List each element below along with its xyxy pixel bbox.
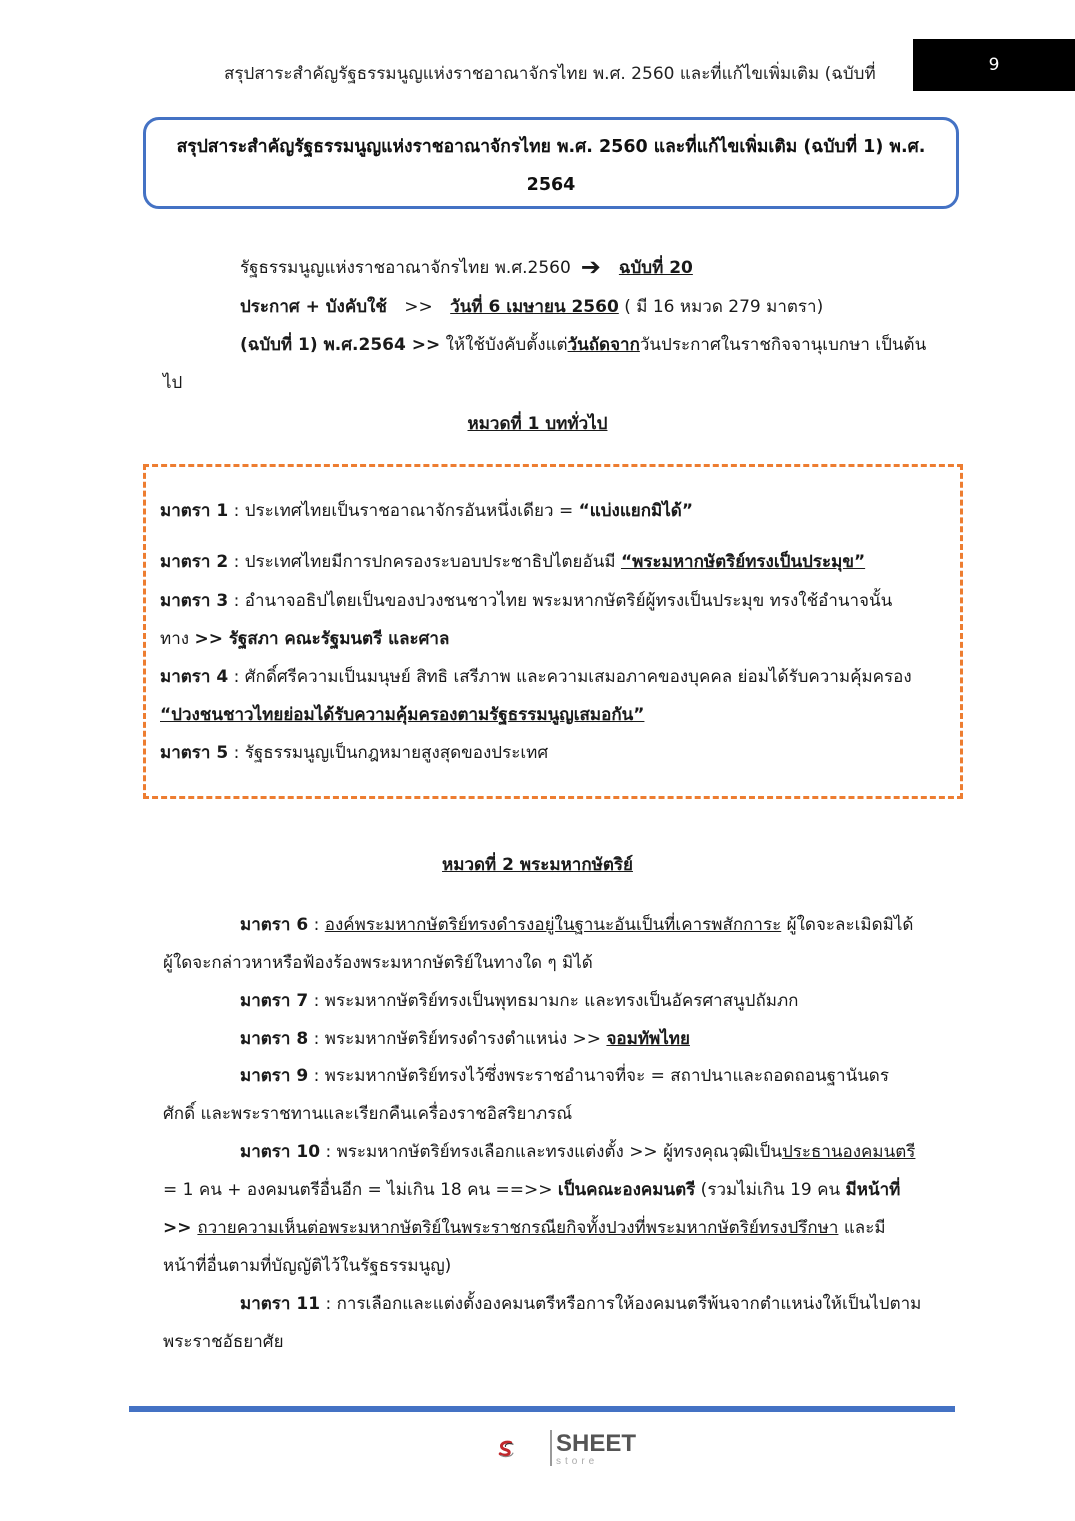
section-2 <box>160 548 865 575</box>
section-text: (รวมไม่เกิน 19 คน <box>695 1180 846 1200</box>
chapter-1-heading: หมวดที่ 1 บททั่วไป <box>467 414 608 434</box>
section-10 <box>240 1138 915 1165</box>
section-label: มาตรา 2 <box>160 552 229 572</box>
section-text: : พระมหากษัตริย์ทรงเลือกและทรงแต่งตั้ง >> ผู้ทรงคุณวุฒิเป็น <box>320 1142 782 1162</box>
section-text: : รัฐธรรมนูญเป็นกฎหมายสูงสุดของประเทศ <box>228 743 549 763</box>
section-9 <box>240 1062 889 1089</box>
document-title-line2: 2564 <box>526 175 576 195</box>
intro-line-2 <box>240 293 823 320</box>
footer-rule <box>129 1406 955 1412</box>
section-7 <box>240 987 798 1014</box>
section-emphasis: เป็นคณะองคมนตรี <box>557 1180 696 1200</box>
chapter-2-heading: หมวดที่ 2 พระมหากษัตริย์ <box>442 855 633 875</box>
section-label: มาตรา 9 <box>240 1066 309 1086</box>
section-11-cont: พระราชอัธยาศัย <box>163 1332 284 1352</box>
section-emphasis: “แบ่งแยกมิได้” <box>578 501 694 521</box>
logo-subtext: store <box>556 1456 599 1467</box>
section-label: มาตรา 5 <box>160 743 229 763</box>
separator: >> <box>404 297 433 317</box>
section-text: : พระมหากษัตริย์ทรงดำรงตำแหน่ง >> <box>308 1029 607 1049</box>
section-9-cont: ศักดิ์ และพระราชทานและเรียกคืนเครื่องราชอิสริยาภรณ์ <box>163 1104 573 1124</box>
section-text: : ประเทศไทยเป็นราชอาณาจักรอันหนึ่งเดียว = <box>228 501 579 521</box>
section-label: มาตรา 1 <box>160 501 229 521</box>
running-header-title: สรุปสาระสำคัญรัฐธรรมนูญแห่งราชอาณาจักรไทย พ.ศ. 2560 และที่แก้ไขเพิ่มเติม (ฉบับที่ <box>224 64 876 84</box>
promulgation-detail: ( มี 16 หมวด 279 มาตรา) <box>624 297 824 317</box>
amendment-text-underlined: วันถัดจาก <box>567 335 640 355</box>
section-text: ผู้ใดจะละเมิดมิได้ <box>781 915 914 935</box>
section-text: และมี <box>838 1218 886 1238</box>
section-label: มาตรา 11 <box>240 1294 321 1314</box>
section-text: = 1 คน + องคมนตรีอื่นอีก = ไม่เกิน 18 คน ==>> <box>163 1180 558 1200</box>
section-6 <box>240 911 913 938</box>
section-text: : การเลือกและแต่งตั้งองคมนตรีหรือการให้องคมนตรีพ้นจากตำแหน่งให้เป็นไปตาม <box>320 1294 922 1314</box>
section-6-cont: ผู้ใดจะกล่าวหาหรือฟ้องร้องพระมหากษัตริย์ในทางใด ๆ มิได้ <box>163 953 593 973</box>
section-10-line-3 <box>163 1214 886 1241</box>
section-4 <box>160 663 912 690</box>
amendment-text-a: ให้ใช้บังคับตั้งแต่ <box>445 335 568 355</box>
amendment-text-b: วันประกาศในราชกิจจานุเบกษา เป็นต้น <box>639 335 927 355</box>
section-text: : <box>308 915 325 935</box>
section-text: : ประเทศไทยมีการปกครองระบอบประชาธิปไตยอันมี <box>228 552 621 572</box>
section-emphasis: “พระมหากษัตริย์ทรงเป็นประมุข” <box>620 552 866 572</box>
document-title-box <box>143 117 959 209</box>
intro-line-4: ไป <box>163 373 183 393</box>
logo-text: SHEET <box>556 1430 637 1457</box>
promulgation-label: ประกาศ + บังคับใช้ <box>240 297 387 317</box>
section-3 <box>160 587 892 614</box>
section-text: : พระมหากษัตริย์ทรงไว้ซึ่งพระราชอำนาจที่จะ = สถาปนาและถอดถอนฐานันดร <box>308 1066 889 1086</box>
sheet-store-logo-icon <box>498 1426 554 1472</box>
section-underlined: ประธานองคมนตรี <box>781 1142 916 1162</box>
section-underlined: องค์พระมหากษัตริย์ทรงดำรงอยู่ในฐานะอันเป็นที่เคารพสักการะ <box>324 915 782 935</box>
section-emphasis: >> <box>163 1218 198 1238</box>
section-3-cont <box>160 625 449 652</box>
section-emphasis: จอมทัพไทย <box>606 1029 690 1049</box>
section-text: : อำนาจอธิปไตยเป็นของปวงชนชาวไทย พระมหากษัตริย์ผู้ทรงเป็นประมุข ทรงใช้อำนาจนั้น <box>228 591 893 611</box>
section-10-line-4: หน้าที่อื่นตามที่บัญญัติไว้ในรัฐธรรมนูญ) <box>163 1256 452 1276</box>
edition-number: ฉบับที่ 20 <box>618 258 693 278</box>
promulgation-date: วันที่ 6 เมษายน 2560 <box>450 297 619 317</box>
section-label: มาตรา 3 <box>160 591 229 611</box>
section-text: : ศักดิ์ศรีความเป็นมนุษย์ สิทธิ เสรีภาพ และความเสมอภาคของบุคคล ย่อมได้รับความคุ้มครอง <box>228 667 912 687</box>
amendment-label: (ฉบับที่ 1) พ.ศ.2564 >> <box>240 335 441 355</box>
section-text: : พระมหากษัตริย์ทรงเป็นพุทธมามกะ และทรงเป็นอัครศาสนูปถัมภก <box>308 991 799 1011</box>
section-5 <box>160 739 548 766</box>
logo-divider <box>550 1430 552 1466</box>
section-1 <box>160 497 693 524</box>
section-label: มาตรา 7 <box>240 991 309 1011</box>
document-title-line1: สรุปสาระสำคัญรัฐธรรมนูญแห่งราชอาณาจักรไทย พ.ศ. 2560 และที่แก้ไขเพิ่มเติม (ฉบับที่ 1) พ.ศ. <box>176 137 926 157</box>
section-emphasis: >> รัฐสภา คณะรัฐมนตรี และศาล <box>194 629 450 649</box>
section-emphasis: มีหน้าที่ <box>845 1180 901 1200</box>
page-number: 9 <box>913 39 1075 91</box>
section-11 <box>240 1290 921 1317</box>
section-8 <box>240 1025 690 1052</box>
section-4-emphasis: “ปวงชนชาวไทยย่อมได้รับความคุ้มครองตามรัฐธรรมนูญเสมอกัน” <box>160 705 645 725</box>
section-text: ทาง <box>160 629 195 649</box>
constitution-name: รัฐธรรมนูญแห่งราชอาณาจักรไทย พ.ศ.2560 <box>240 258 571 278</box>
section-label: มาตรา 6 <box>240 915 309 935</box>
section-label: มาตรา 8 <box>240 1029 309 1049</box>
intro-line-3 <box>240 331 926 358</box>
section-10-line-2 <box>163 1176 900 1203</box>
section-label: มาตรา 4 <box>160 667 229 687</box>
arrow-right-icon: ➔ <box>580 253 601 281</box>
section-label: มาตรา 10 <box>240 1142 321 1162</box>
section-underlined: ถวายความเห็นต่อพระมหากษัตริย์ในพระราชกรณียกิจทั้งปวงที่พระมหากษัตริย์ทรงปรึกษา <box>197 1218 839 1238</box>
intro-line-1 <box>240 253 693 281</box>
